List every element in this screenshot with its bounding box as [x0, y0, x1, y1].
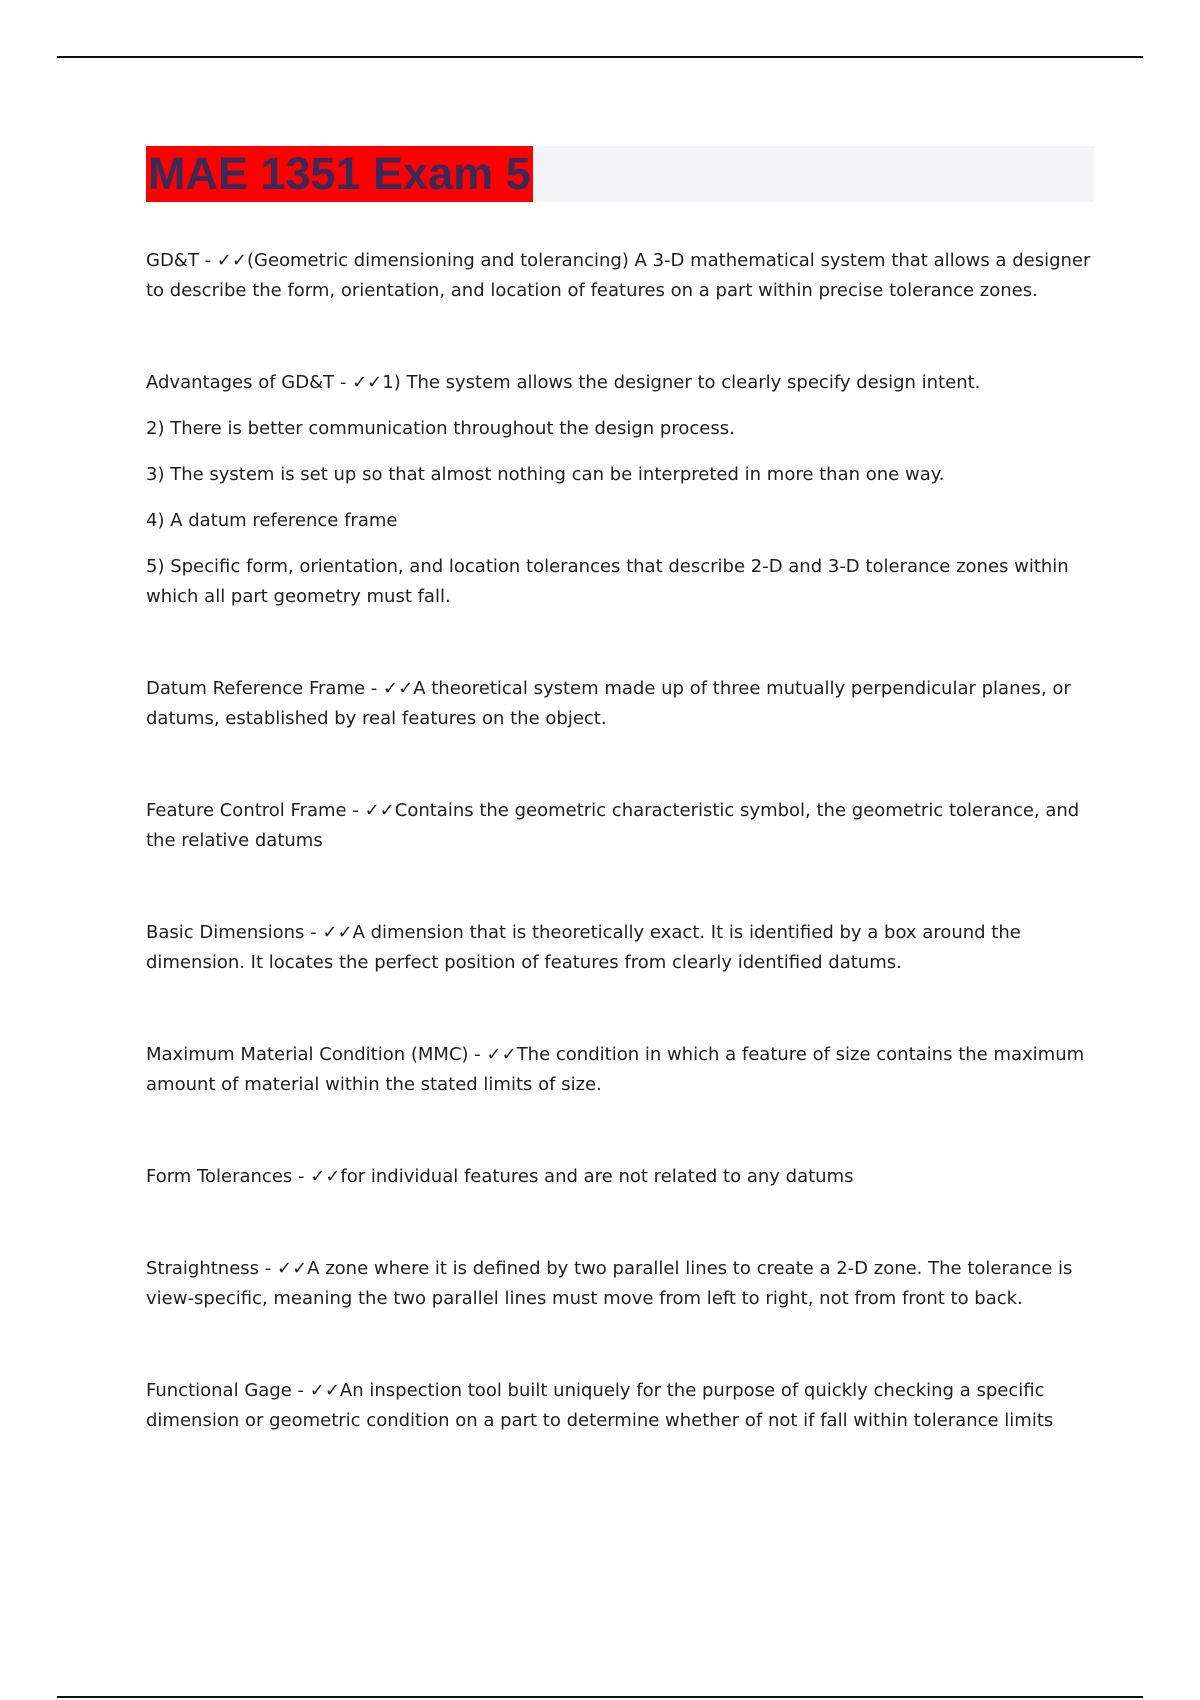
entry-term: GD&T	[146, 250, 199, 271]
entry-definition: An inspection tool built uniquely for the purpose of quickly checking a specific dimension or geometric condition on a part to determine whether of not if fall within tolerance limits	[146, 1380, 1054, 1431]
check-mark-icon: ✓✓	[216, 250, 247, 271]
entry-advantages-of-gdt	[146, 368, 1096, 612]
entry-text	[146, 1254, 1096, 1314]
entry-straightness	[146, 1254, 1096, 1314]
term-separator: -	[304, 922, 323, 943]
check-mark-icon: ✓✓	[383, 678, 414, 699]
entry-definition: A theoretical system made up of three mutually perpendicular planes, or datums, established by real features on the object.	[146, 678, 1071, 729]
entry-feature-control-frame	[146, 796, 1096, 856]
entry-text	[146, 246, 1096, 306]
entry-basic-dimensions	[146, 918, 1096, 978]
entry-term: Maximum Material Condition (MMC)	[146, 1044, 469, 1065]
term-separator: -	[198, 250, 217, 271]
entry-maximum-material-condition	[146, 1040, 1096, 1100]
check-mark-icon: ✓✓	[352, 372, 383, 393]
entry-term: Functional Gage	[146, 1380, 292, 1401]
entry-term: Form Tolerances	[146, 1166, 293, 1187]
entry-definition: A zone where it is defined by two parallel lines to create a 2-D zone. The tolerance is view-specific, meaning the two parallel lines must move from left to right, not from front to back.	[146, 1258, 1073, 1309]
entry-term: Straightness	[146, 1258, 260, 1279]
entry-definition: (Geometric dimensioning and tolerancing) A 3-D mathematical system that allows a designer to describe the form, orientation, and location of features on a part within precise tolerance zones.	[146, 250, 1091, 301]
list-item: 2) There is better communication throughout the design process.	[146, 418, 735, 439]
term-separator: -	[291, 1380, 310, 1401]
entry-definition: 1) The system allows the designer to clearly specify design intent.	[382, 372, 981, 393]
document-body	[146, 246, 1096, 1498]
check-mark-icon: ✓✓	[486, 1044, 517, 1065]
entry-datum-reference-frame	[146, 674, 1096, 734]
term-separator: -	[468, 1044, 487, 1065]
list-item: 5) Specific form, orientation, and location tolerances that describe 2-D and 3-D tolerance zones within which all part geometry must fall.	[146, 556, 1069, 607]
entry-text	[146, 368, 1096, 398]
term-separator: -	[259, 1258, 277, 1279]
entry-term: Basic Dimensions	[146, 922, 305, 943]
entry-term: Datum Reference Frame	[146, 678, 366, 699]
list-item: 4) A datum reference frame	[146, 510, 398, 531]
entry-text	[146, 918, 1096, 978]
entry-form-tolerances	[146, 1162, 1096, 1192]
entry-text	[146, 1162, 1096, 1192]
entry-definition: A dimension that is theoretically exact. It is identified by a box around the dimension. It locates the perfect position of features from clearly identified datums.	[146, 922, 1021, 973]
check-mark-icon: ✓✓	[322, 922, 353, 943]
top-rule	[57, 56, 1143, 58]
entry-text	[146, 1040, 1096, 1100]
entry-functional-gage	[146, 1376, 1096, 1436]
entry-text	[146, 1376, 1096, 1436]
entry-definition: Contains the geometric characteristic symbol, the geometric tolerance, and the relative datums	[146, 800, 1080, 851]
term-separator: -	[365, 678, 384, 699]
entry-gdt	[146, 246, 1096, 306]
entry-term: Advantages of GD&T	[146, 372, 335, 393]
entry-text	[146, 674, 1096, 734]
check-mark-icon: ✓✓	[309, 1380, 340, 1401]
title-bar	[146, 146, 1094, 202]
bottom-rule	[57, 1696, 1143, 1698]
list-item: 3) The system is set up so that almost nothing can be interpreted in more than one way.	[146, 464, 945, 485]
entry-term: Feature Control Frame	[146, 800, 347, 821]
document-title: MAE 1351 Exam 5	[146, 146, 533, 202]
term-separator: -	[346, 800, 365, 821]
entry-definition: for individual features and are not related to any datums	[340, 1166, 854, 1187]
check-mark-icon: ✓✓	[364, 800, 395, 821]
check-mark-icon: ✓✓	[310, 1166, 341, 1187]
entry-text	[146, 796, 1096, 856]
check-mark-icon: ✓✓	[277, 1258, 308, 1279]
term-separator: -	[334, 372, 353, 393]
entry-definition: The condition in which a feature of size contains the maximum amount of material within the stated limits of size.	[146, 1044, 1085, 1095]
term-separator: -	[292, 1166, 311, 1187]
